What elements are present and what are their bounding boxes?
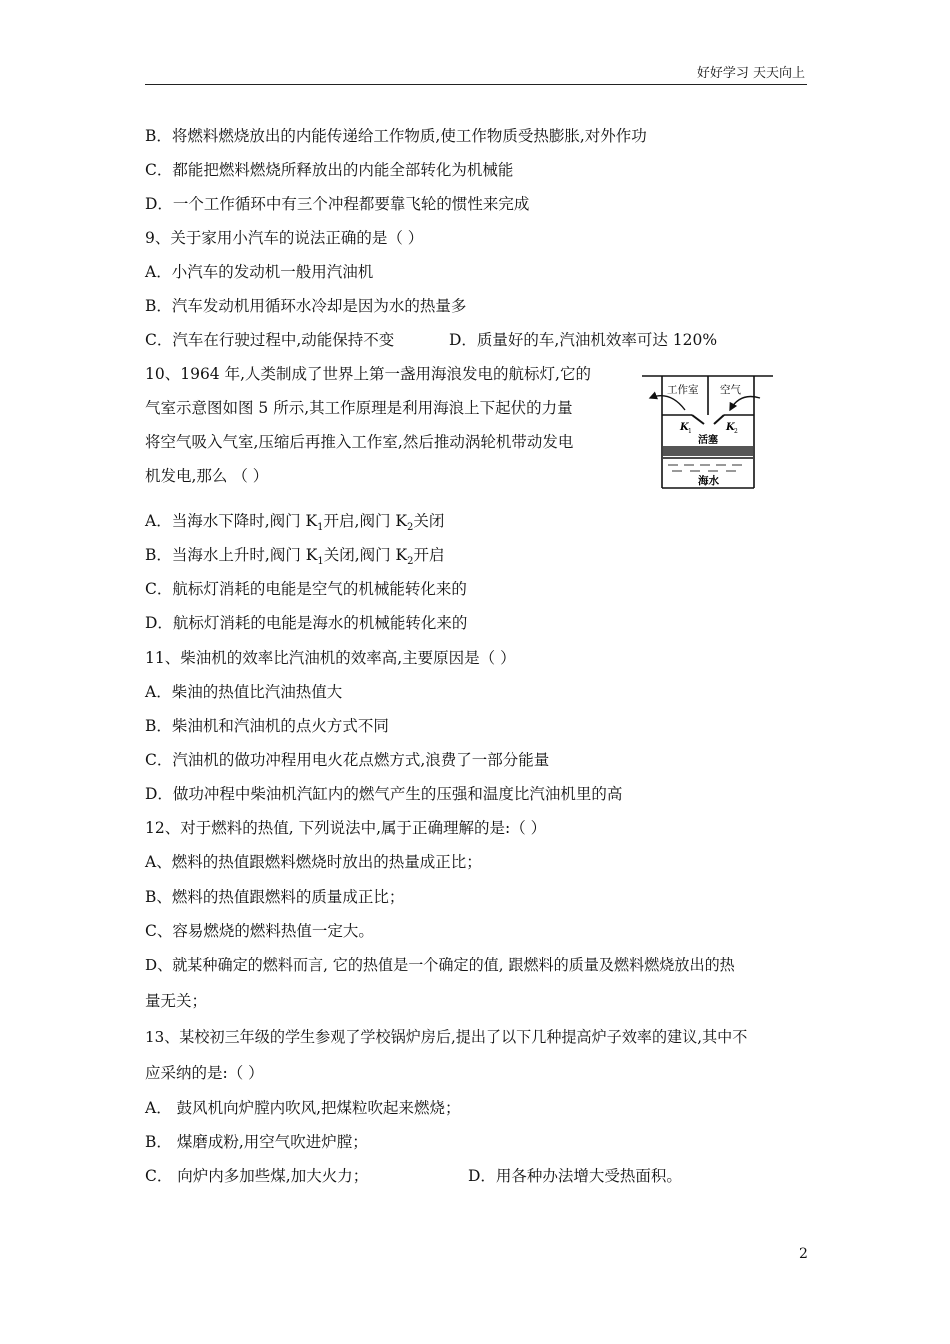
q13-option-c: C． 向炉内多加些煤,加大火力； [145,1167,369,1185]
label-air: 空气 [720,384,741,396]
valve-k1 [692,415,704,424]
q13-stem-line2: 应采纳的是:（ ） [145,1064,264,1082]
label-k1: K [680,422,689,433]
q10-option-d: D．航标灯消耗的电能是海水的机械能转化来的 [145,614,468,632]
q13-option-b: B． 煤磨成粉,用空气吹进炉膛； [145,1133,368,1151]
q10-option-a: A．当海水下降时,阀门 $K_1$开启,阀门 $K_2$关闭 [145,512,445,534]
q10-option-c: C．航标灯消耗的电能是空气的机械能转化来的 [145,580,467,598]
q13-option-a: A． 鼓风机向炉膛内吹风,把煤粒吹起来燃烧； [145,1099,461,1117]
label-k2: K [726,422,735,433]
page-number: 2 [799,1246,808,1262]
valve-k2 [714,415,724,424]
piston-plate [663,446,753,456]
q10-option-b: B．当海水上升时,阀门 $K_1$关闭,阀门 $K_2$开启 [145,546,445,568]
air-chamber-diagram [640,370,775,498]
svg-text:1: 1 [688,428,692,435]
q11-stem: 11、柴油机的效率比汽油机的效率高,主要原因是（ ） [145,649,516,667]
header-slogan: 好好学习 天天向上 [696,66,805,81]
q8-option-b: B．将燃料燃烧放出的内能传递给工作物质,使工作物质受热膨胀,对外作功 [145,127,647,145]
q8-option-d: D．一个工作循环中有三个冲程都要靠飞轮的惯性来完成 [145,195,530,213]
q8-option-c: C．都能把燃料燃烧所释放出的内能全部转化为机械能 [145,161,514,179]
q9-option-b: B．汽车发动机用循环水冷却是因为水的热量多 [145,297,467,315]
q11-option-b: B．柴油机和汽油机的点火方式不同 [145,717,389,735]
label-piston: 活塞 [698,435,718,446]
q13-stem-line1: 13、某校初三年级的学生参观了学校锅炉房后,提出了以下几种提高炉子效率的建议,其中不 [145,1028,748,1046]
inflow-arrow [730,397,760,411]
q12-option-c: C、容易燃烧的燃料热值一定大。 [145,922,374,940]
q9-stem: 9、关于家用小汽车的说法正确的是（ ） [145,229,424,247]
q10-stem-line3: 将空气吸入气室,压缩后再推入工作室,然后推动涡轮机带动发电 [145,433,574,451]
q10-stem-line2: 气室示意图如图 5 所示,其工作原理是利用海浪上下起伏的力量 [145,399,573,417]
q11-option-c: C．汽油机的做功冲程用电火花点燃方式,浪费了一部分能量 [145,751,550,769]
q13-option-d: D．用各种办法增大受热面积。 [468,1167,682,1185]
q11-option-a: A．柴油的热值比汽油热值大 [145,683,343,701]
q9-option-c: C．汽车在行驶过程中,动能保持不变 [145,331,395,349]
label-work-room: 工作室 [667,384,699,396]
q12-option-a: A、燃料的热值跟燃料燃烧时放出的热量成正比； [145,853,482,871]
q11-option-d: D．做功冲程中柴油机汽缸内的燃气产生的压强和温度比汽油机里的高 [145,785,623,803]
q10-stem-line4: 机发电,那么 （ ） [145,467,269,485]
outflow-arrow [650,396,685,410]
label-sea: 海水 [698,475,719,487]
svg-text:2: 2 [734,428,738,435]
q9-option-a: A．小汽车的发动机一般用汽油机 [145,263,374,281]
q10-stem-line1: 10、1964 年,人类制成了世界上第一盏用海浪发电的航标灯,它的 [145,365,591,383]
q12-option-d-line1: D、就某种确定的燃料而言, 它的热值是一个确定的值, 跟燃料的质量及燃料燃烧放出的热 [145,956,735,974]
q12-option-b: B、燃料的热值跟燃料的质量成正比； [145,888,405,906]
q12-option-d-line2: 量无关； [145,992,208,1010]
q12-stem: 12、对于燃料的热值, 下列说法中,属于正确理解的是:（ ） [145,819,547,837]
page-header [145,62,807,85]
q9-option-d: D．质量好的车,汽油机效率可达 120% [449,331,718,349]
